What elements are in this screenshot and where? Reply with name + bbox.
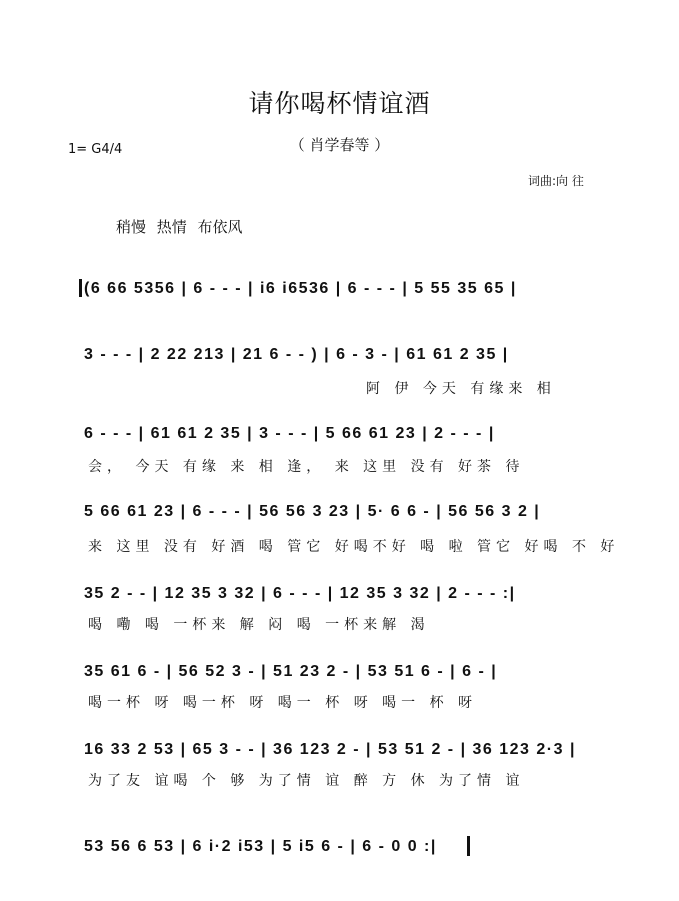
lyric-line-4: 喝 嘞 喝 一杯来 解 闷 喝 一杯来解 渴 [88, 617, 430, 633]
lyric-line-2: 会， 今天 有缘 来 相 逢， 来 这里 没有 好茶 待 [88, 459, 525, 475]
tempo-marking: 稍慢 热情 布依风 [116, 218, 243, 236]
notation-line-3: 6 - - - | 61 61 2 35 | 3 - - - | 5 66 61 23 | 2 - - - | [84, 425, 495, 442]
notation-line-6: 35 61 6 - | 56 52 3 - | 51 23 2 - | 53 51 6 - | 6 - | [84, 663, 498, 680]
start-barline [79, 279, 82, 297]
notation-line-2: 3 - - - | 2 22 213 | 21 6 - - ) | 6 - 3 - | 61 61 2 35 | [84, 346, 509, 363]
notation-line-7: 16 33 2 53 | 65 3 - - | 36 123 2 - | 53 51 2 - | 36 123 2·3 | [84, 741, 576, 758]
notation-line-5: 35 2 - - | 12 35 3 32 | 6 - - - | 12 35 3 32 | 2 - - - :| [84, 585, 516, 602]
notation-line-4: 5 66 61 23 | 6 - - - | 56 56 3 23 | 5· 6 6 - | 56 56 3 2 | [84, 503, 541, 520]
notation-line-1: (6 66 5356 | 6 - - - | i6 i6536 | 6 - - - | 5 55 35 65 | [84, 280, 517, 297]
notation-line-8: 53 56 6 53 | 6 i·2 i53 | 5 i5 6 - | 6 - 0 0 :| [84, 838, 437, 855]
song-subtitle: （ 肖学春等 ） [289, 136, 390, 154]
lyric-line-1: 阿 伊 今天 有缘来 相 [366, 381, 556, 397]
lyric-line-5: 喝一杯 呀 喝一杯 呀 喝一 杯 呀 喝一 杯 呀 [88, 695, 478, 711]
key-signature: 1= G4/4 [68, 142, 123, 157]
song-title: 请你喝杯情谊酒 [248, 89, 431, 118]
lyric-line-6: 为了友 谊喝 个 够 为了情 谊 醉 方 休 为了情 谊 [88, 773, 525, 789]
lyric-line-3: 来 这里 没有 好酒 喝 管它 好喝不好 喝 啦 管它 好喝 不 好 [88, 539, 620, 555]
lyricist-composer-credit: 词曲:向 往 [528, 174, 584, 188]
end-barline [467, 836, 470, 856]
